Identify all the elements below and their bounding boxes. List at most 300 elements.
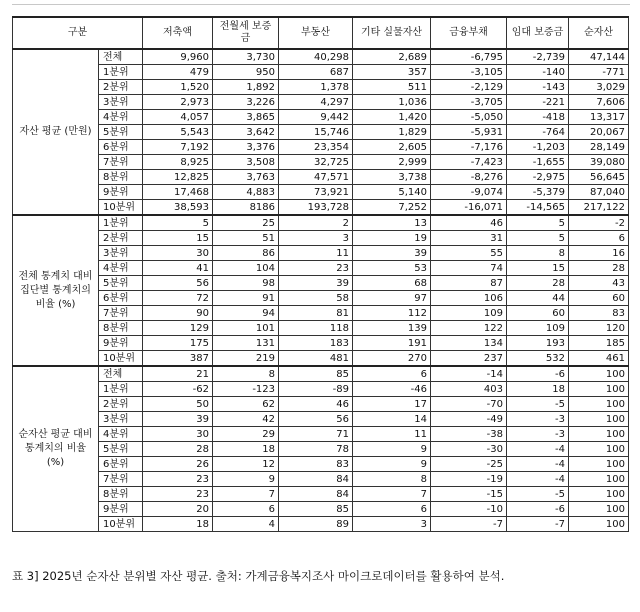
table-cell: 13,317 [569,110,629,125]
table-cell: 17 [353,397,431,412]
table-cell: 1,829 [353,125,431,140]
table-cell: -15 [431,487,507,502]
table-row [13,185,629,200]
table-row [13,382,629,397]
table-cell: -4 [507,457,569,472]
table-cell: 73,921 [279,185,353,200]
table-cell: 5 [507,231,569,246]
table-cell: 81 [279,306,353,321]
table-cell: 4,297 [279,95,353,110]
table-cell: 6 [353,502,431,517]
table-cell: 7 [213,487,279,502]
table-cell: -6,795 [431,49,507,65]
table-cell: 217,122 [569,200,629,216]
table-cell: 91 [213,291,279,306]
table-cell: -38 [431,427,507,442]
header-row [13,17,629,49]
header-category: 구분 [13,17,143,49]
table-cell: 7,192 [143,140,213,155]
table-cell: 28 [143,442,213,457]
table-row [13,246,629,261]
table-cell: 28,149 [569,140,629,155]
table-row [13,397,629,412]
table-body [13,49,629,532]
table-cell: 86 [213,246,279,261]
table-cell: 2,973 [143,95,213,110]
table-cell: 6 [213,502,279,517]
table-cell: 118 [279,321,353,336]
table-cell: 8186 [213,200,279,216]
table-cell: 15,746 [279,125,353,140]
table-cell: 3,642 [213,125,279,140]
table-cell: 28 [507,276,569,291]
table-cell: 56 [143,276,213,291]
table-cell: 20,067 [569,125,629,140]
table-cell: 78 [279,442,353,457]
table-cell: 3,376 [213,140,279,155]
table-cell: 101 [213,321,279,336]
table-cell: 100 [569,457,629,472]
row-label: 9분위 [99,185,143,200]
table-cell: 11 [279,246,353,261]
table-cell: 481 [279,351,353,367]
table-caption: 표 3] 2025년 순자산 분위별 자산 평균. 출처: 가계금융복지조사 마이크로데이터를 활용하여 분석. [12,569,505,583]
table-cell: 7,252 [353,200,431,216]
table-cell: 28 [569,261,629,276]
table-cell: -7,176 [431,140,507,155]
table-cell: -8,276 [431,170,507,185]
row-label: 1분위 [99,215,143,231]
table-cell: -2,739 [507,49,569,65]
table-cell: 1,420 [353,110,431,125]
table-cell: 5 [143,215,213,231]
table-cell: 47,144 [569,49,629,65]
row-label: 5분위 [99,125,143,140]
table-cell: 3,763 [213,170,279,185]
table-cell: 18 [213,442,279,457]
table-row [13,140,629,155]
top-rule [12,4,630,5]
table-cell: 112 [353,306,431,321]
table-cell: 68 [353,276,431,291]
table-cell: 1,892 [213,80,279,95]
table-cell: 1,378 [279,80,353,95]
table-cell: 100 [569,397,629,412]
table-cell: 85 [279,502,353,517]
row-label: 전체 [99,366,143,382]
table-cell: 5,543 [143,125,213,140]
table-cell: 39 [143,412,213,427]
table-cell: 13 [353,215,431,231]
table-cell: 29 [213,427,279,442]
table-cell: 85 [279,366,353,382]
table-cell: 191 [353,336,431,351]
table-cell: -764 [507,125,569,140]
table-cell: 3,508 [213,155,279,170]
table-cell: -49 [431,412,507,427]
table-cell: 100 [569,366,629,382]
table-cell: 47,571 [279,170,353,185]
table-cell: 532 [507,351,569,367]
table-cell: 18 [143,517,213,532]
table-row [13,170,629,185]
table-cell: -2,975 [507,170,569,185]
table-row [13,215,629,231]
table-cell: 15 [507,261,569,276]
table-cell: -19 [431,472,507,487]
table-cell: -143 [507,80,569,95]
table-cell: 87 [431,276,507,291]
table-cell: 43 [569,276,629,291]
row-label: 3분위 [99,246,143,261]
table-cell: -221 [507,95,569,110]
row-label: 9분위 [99,502,143,517]
group-label: 전체 통계치 대비 집단별 통계치의 비율 (%) [13,215,99,366]
table-cell: 94 [213,306,279,321]
row-label: 10분위 [99,200,143,216]
table-cell: 83 [279,457,353,472]
row-label: 6분위 [99,140,143,155]
table-cell: 106 [431,291,507,306]
table-cell: 3,865 [213,110,279,125]
table-cell: 44 [507,291,569,306]
table-cell: -10 [431,502,507,517]
table-cell: 53 [353,261,431,276]
table-cell: 39 [279,276,353,291]
table-cell: 71 [279,427,353,442]
table-cell: 12,825 [143,170,213,185]
table-cell: 950 [213,65,279,80]
table-cell: 8 [353,472,431,487]
table-cell: 9 [353,442,431,457]
table-row [13,336,629,351]
row-label: 2분위 [99,80,143,95]
row-label: 7분위 [99,306,143,321]
table-cell: 357 [353,65,431,80]
table-cell: -30 [431,442,507,457]
table-cell: 14 [353,412,431,427]
table-cell: -7 [431,517,507,532]
table-row [13,427,629,442]
table-cell: 98 [213,276,279,291]
table-cell: 193 [507,336,569,351]
row-label: 5분위 [99,442,143,457]
table-cell: 84 [279,487,353,502]
table-row [13,291,629,306]
row-label: 5분위 [99,276,143,291]
table-cell: 5,140 [353,185,431,200]
table-cell: 17,468 [143,185,213,200]
table-cell: 403 [431,382,507,397]
row-label: 전체 [99,49,143,65]
table-cell: 3,738 [353,170,431,185]
row-label: 8분위 [99,170,143,185]
row-label: 4분위 [99,427,143,442]
table-cell: -25 [431,457,507,472]
table-cell: 109 [507,321,569,336]
row-label: 3분위 [99,95,143,110]
table-cell: 62 [213,397,279,412]
asset-table [12,16,629,532]
table-cell: 6 [353,366,431,382]
table-cell: -3 [507,412,569,427]
table-cell: 5 [507,215,569,231]
table-cell: -771 [569,65,629,80]
table-cell: 3,226 [213,95,279,110]
table-cell: 72 [143,291,213,306]
table-cell: -70 [431,397,507,412]
table-cell: 84 [279,472,353,487]
row-label: 1분위 [99,65,143,80]
row-label: 9분위 [99,336,143,351]
table-cell: 109 [431,306,507,321]
table-row [13,49,629,65]
table-row [13,472,629,487]
table-cell: 2,689 [353,49,431,65]
row-label: 2분위 [99,397,143,412]
table-cell: -6 [507,366,569,382]
table-row [13,95,629,110]
table-cell: 3 [279,231,353,246]
table-cell: 55 [431,246,507,261]
table-cell: -5 [507,487,569,502]
table-row [13,321,629,336]
table-cell: 11 [353,427,431,442]
table-cell: 387 [143,351,213,367]
table-cell: 100 [569,487,629,502]
table-row [13,412,629,427]
table-row [13,351,629,367]
table-cell: -1,655 [507,155,569,170]
row-label: 8분위 [99,487,143,502]
table-cell: -6 [507,502,569,517]
table-cell: 8 [507,246,569,261]
table-cell: 4,883 [213,185,279,200]
table-cell: 31 [431,231,507,246]
table-cell: -5,931 [431,125,507,140]
table-cell: 122 [431,321,507,336]
table-cell: 4 [213,517,279,532]
table-cell: 58 [279,291,353,306]
table-cell: 56,645 [569,170,629,185]
table-row [13,457,629,472]
table-cell: 9,960 [143,49,213,65]
table-cell: 9,442 [279,110,353,125]
table-cell: 175 [143,336,213,351]
table-cell: 3,730 [213,49,279,65]
table-row [13,487,629,502]
table-cell: 1,520 [143,80,213,95]
table-cell: 7,606 [569,95,629,110]
table-cell: 60 [569,291,629,306]
row-label: 6분위 [99,291,143,306]
table-cell: -418 [507,110,569,125]
table-cell: 134 [431,336,507,351]
table-cell: -2,129 [431,80,507,95]
table-cell: -3 [507,427,569,442]
table-cell: 2 [279,215,353,231]
table-cell: 23 [279,261,353,276]
table-row [13,306,629,321]
table-cell: -9,074 [431,185,507,200]
table-row [13,366,629,382]
table-cell: 26 [143,457,213,472]
table-cell: 219 [213,351,279,367]
table-row [13,231,629,246]
table-cell: 87,040 [569,185,629,200]
table-cell: 23 [143,487,213,502]
table-row [13,110,629,125]
table-row [13,155,629,170]
table-cell: 139 [353,321,431,336]
table-cell: 19 [353,231,431,246]
table-row [13,276,629,291]
row-label: 6분위 [99,457,143,472]
table-cell: 2,999 [353,155,431,170]
table-cell: -16,071 [431,200,507,216]
table-row [13,517,629,532]
table-cell: -14,565 [507,200,569,216]
table-cell: 42 [213,412,279,427]
table-cell: -5,050 [431,110,507,125]
table-cell: 3 [353,517,431,532]
table-cell: 120 [569,321,629,336]
table-cell: 1,036 [353,95,431,110]
table-cell: 46 [431,215,507,231]
table-cell: -4 [507,472,569,487]
table-cell: 60 [507,306,569,321]
header-lease-deposit: 임대 보증금 [507,17,569,49]
table-cell: 2,605 [353,140,431,155]
header-savings: 저축액 [143,17,213,49]
table-cell: -123 [213,382,279,397]
table-cell: 100 [569,412,629,427]
table-cell: -5,379 [507,185,569,200]
table-row [13,200,629,216]
table-cell: 511 [353,80,431,95]
table-cell: 100 [569,517,629,532]
table-cell: 131 [213,336,279,351]
table-cell: 16 [569,246,629,261]
table-cell: -3,105 [431,65,507,80]
table-cell: 4,057 [143,110,213,125]
table-cell: 100 [569,472,629,487]
table-cell: 461 [569,351,629,367]
table-cell: 56 [279,412,353,427]
table-cell: 193,728 [279,200,353,216]
table-cell: 104 [213,261,279,276]
table-row [13,125,629,140]
table-row [13,442,629,457]
table-cell: 89 [279,517,353,532]
table-cell: 74 [431,261,507,276]
table-row [13,502,629,517]
header-net-assets: 순자산 [569,17,629,49]
table-cell: 50 [143,397,213,412]
group-label: 순자산 평균 대비 통계치의 비율 (%) [13,366,99,532]
table-cell: 9 [213,472,279,487]
row-label: 4분위 [99,110,143,125]
table-cell: 83 [569,306,629,321]
table-cell: 15 [143,231,213,246]
table-row [13,80,629,95]
table-cell: -4 [507,442,569,457]
table-cell: 18 [507,382,569,397]
table-cell: -2 [569,215,629,231]
table-cell: -89 [279,382,353,397]
table-cell: 12 [213,457,279,472]
table-cell: -5 [507,397,569,412]
table-cell: -62 [143,382,213,397]
table-cell: 30 [143,246,213,261]
table-cell: -3,705 [431,95,507,110]
group-label: 자산 평균 (만원) [13,49,99,215]
table-cell: 38,593 [143,200,213,216]
table-cell: 100 [569,442,629,457]
table-cell: 8,925 [143,155,213,170]
table-cell: 39,080 [569,155,629,170]
table-cell: 129 [143,321,213,336]
table-cell: -7,423 [431,155,507,170]
table-cell: 97 [353,291,431,306]
table-cell: 270 [353,351,431,367]
row-label: 7분위 [99,155,143,170]
table-cell: 100 [569,427,629,442]
row-label: 10분위 [99,517,143,532]
row-label: 7분위 [99,472,143,487]
table-cell: 23 [143,472,213,487]
table-cell: 39 [353,246,431,261]
row-label: 4분위 [99,261,143,276]
table-cell: 100 [569,382,629,397]
table-cell: 25 [213,215,279,231]
table-cell: 183 [279,336,353,351]
table-cell: 8 [213,366,279,382]
table-cell: 7 [353,487,431,502]
table-cell: 687 [279,65,353,80]
header-financial-debt: 금융부채 [431,17,507,49]
header-other-physical-assets: 기타 실물자산 [353,17,431,49]
table-row [13,65,629,80]
table-cell: 100 [569,502,629,517]
table-row [13,261,629,276]
row-label: 1분위 [99,382,143,397]
table-cell: 185 [569,336,629,351]
table-cell: 21 [143,366,213,382]
table-cell: 9 [353,457,431,472]
row-label: 2분위 [99,231,143,246]
table-cell: -46 [353,382,431,397]
table-cell: -14 [431,366,507,382]
table-cell: 479 [143,65,213,80]
table-cell: 3,029 [569,80,629,95]
table-cell: 237 [431,351,507,367]
table-cell: 51 [213,231,279,246]
table-cell: 20 [143,502,213,517]
table-cell: 46 [279,397,353,412]
table-cell: -1,203 [507,140,569,155]
row-label: 10분위 [99,351,143,367]
table-cell: 6 [569,231,629,246]
row-label: 3분위 [99,412,143,427]
table-cell: 90 [143,306,213,321]
table-cell: 23,354 [279,140,353,155]
row-label: 8분위 [99,321,143,336]
header-real-estate: 부동산 [279,17,353,49]
table-cell: 30 [143,427,213,442]
table-cell: 41 [143,261,213,276]
table-cell: 32,725 [279,155,353,170]
